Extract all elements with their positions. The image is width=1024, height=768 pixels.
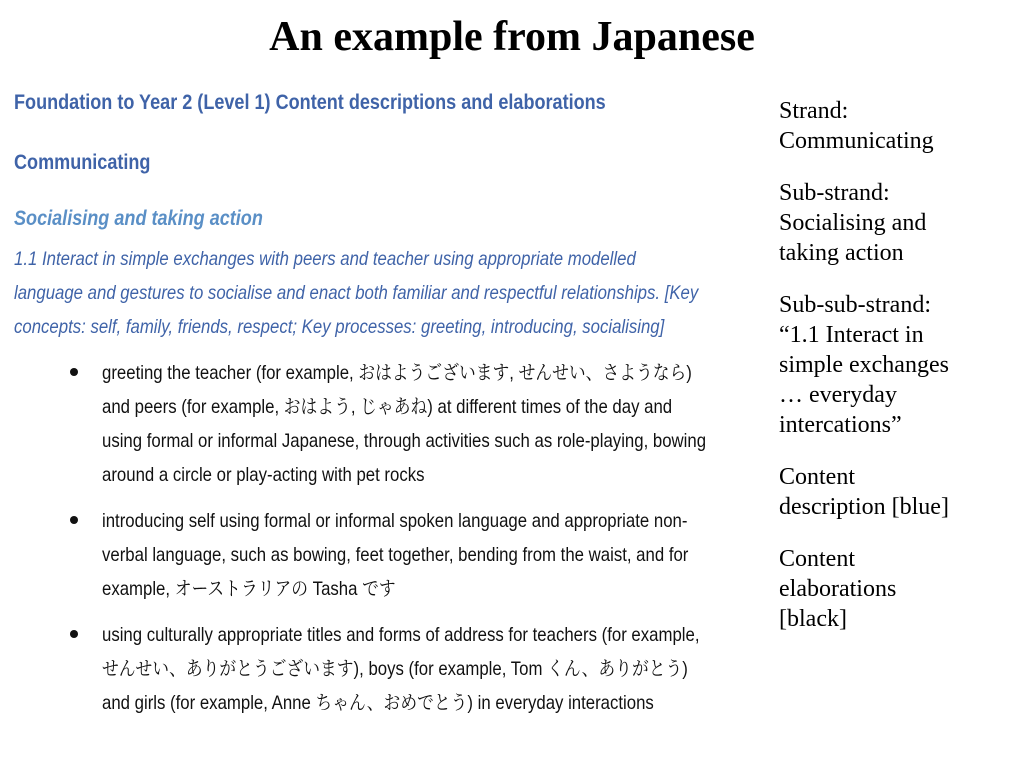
elaboration-item [14, 618, 764, 720]
elaboration-line: around a circle or play-acting with pet rocks [102, 464, 425, 486]
elaboration-line: using formal or informal Japanese, through activities such as role-playing, bowing [102, 430, 707, 452]
note-line: description [blue] [779, 494, 949, 520]
bullet-icon [70, 630, 78, 638]
elaboration-line: せんせい、ありがとうございます), boys (for example, Tom くん、ありがとう) [102, 658, 688, 680]
note-sub-sub-strand [779, 290, 1014, 440]
elaboration-line: using culturally appropriate titles and forms of address for teachers (for example, [102, 624, 700, 646]
slide-title: An example from Japanese [269, 14, 755, 60]
note-line: Sub-strand: [779, 180, 890, 206]
note-content-description [779, 462, 1014, 522]
elaboration-line: verbal language, such as bowing, feet together, bending from the waist, and for [102, 544, 689, 566]
content-description [14, 242, 764, 344]
content-description-line: 1.1 Interact in simple exchanges with peers and teacher using appropriate modelled [14, 248, 636, 270]
elaboration-line: example, オーストラリアの Tasha です [102, 578, 396, 600]
substrand-heading: Socialising and taking action [14, 207, 263, 230]
note-line: Socialising and [779, 210, 927, 236]
annotation-notes [779, 96, 1014, 656]
note-line: intercations” [779, 412, 902, 438]
note-line: Communicating [779, 128, 934, 154]
note-line: taking action [779, 240, 904, 266]
note-line: [black] [779, 606, 847, 632]
note-line: Sub-sub-strand: [779, 292, 931, 318]
note-line: … everyday [779, 382, 897, 408]
note-line: simple exchanges [779, 352, 949, 378]
elaboration-line: introducing self using formal or informal spoken language and appropriate non- [102, 510, 688, 532]
content-description-line: language and gestures to socialise and enact both familiar and respectful relationships. [Key [14, 282, 699, 304]
elaboration-line: greeting the teacher (for example, おはようございます, せんせい、さようなら) [102, 362, 692, 384]
curriculum-document [14, 88, 764, 760]
strand-heading: Communicating [14, 151, 151, 174]
note-line: “1.1 Interact in [779, 322, 924, 348]
note-line: Content [779, 546, 855, 572]
elaboration-line: and girls (for example, Anne ちゃん、おめでとう) in everyday interactions [102, 692, 654, 714]
content-description-line: concepts: self, family, friends, respect; Key processes: greeting, introducing, socialising] [14, 316, 665, 338]
bullet-icon [70, 516, 78, 524]
note-line: Content [779, 464, 855, 490]
elaborations-list [14, 356, 764, 720]
document-heading: Foundation to Year 2 (Level 1) Content descriptions and elaborations [14, 91, 606, 114]
note-line: elaborations [779, 576, 897, 602]
elaboration-line: and peers (for example, おはよう, じゃあね) at different times of the day and [102, 396, 673, 418]
elaboration-item [14, 356, 764, 492]
elaboration-item [14, 504, 764, 606]
note-content-elaborations [779, 544, 1014, 634]
note-sub-strand [779, 178, 1014, 268]
note-line: Strand: [779, 98, 849, 124]
bullet-icon [70, 368, 78, 376]
note-strand [779, 96, 1014, 156]
